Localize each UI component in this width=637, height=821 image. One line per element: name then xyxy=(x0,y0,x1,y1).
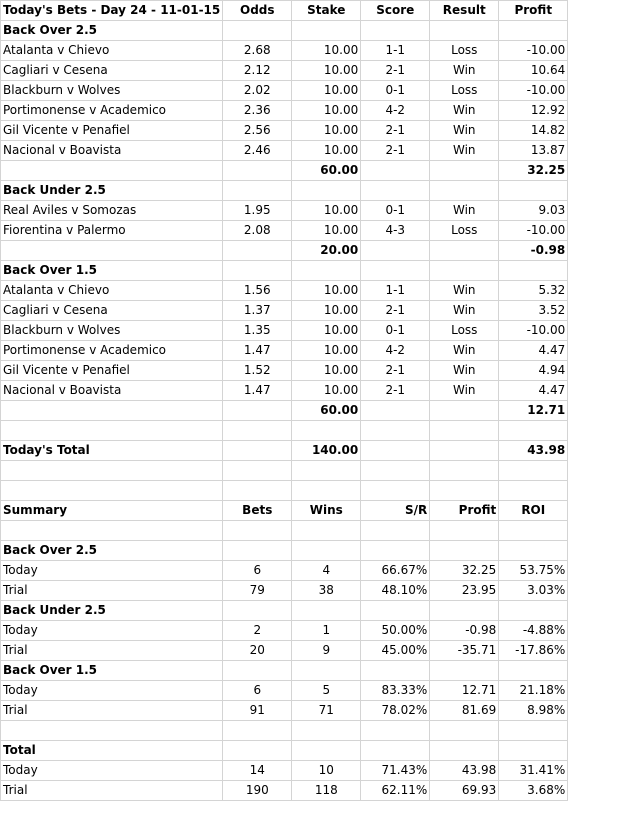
blank-row xyxy=(1,421,568,441)
match-cell[interactable]: Portimonense v Academico xyxy=(1,101,223,121)
stake-cell[interactable]: 10.00 xyxy=(292,381,361,401)
profit-cell[interactable]: -10.00 xyxy=(499,41,568,61)
period-cell[interactable]: Today xyxy=(1,761,223,781)
result-cell[interactable]: Win xyxy=(430,281,499,301)
col-header-roi[interactable]: ROI xyxy=(499,501,568,521)
sr-cell[interactable]: 83.33% xyxy=(361,681,430,701)
profit-cell[interactable]: 23.95 xyxy=(430,581,499,601)
match-cell[interactable]: Blackburn v Wolves xyxy=(1,81,223,101)
empty-cell[interactable] xyxy=(223,481,292,501)
match-cell[interactable]: Gil Vicente v Penafiel xyxy=(1,361,223,381)
summary-group-row xyxy=(1,601,568,621)
period-cell[interactable]: Trial xyxy=(1,641,223,661)
bets-cell[interactable]: 2 xyxy=(223,621,292,641)
profit-cell[interactable]: 13.87 xyxy=(499,141,568,161)
profit-cell[interactable]: 3.52 xyxy=(499,301,568,321)
summary-row xyxy=(1,561,568,581)
empty-cell[interactable] xyxy=(499,421,568,441)
profit-cell[interactable]: -10.00 xyxy=(499,81,568,101)
profit-subtotal[interactable]: -0.98 xyxy=(499,241,568,261)
empty-cell[interactable] xyxy=(223,441,292,461)
profit-cell[interactable]: -10.00 xyxy=(499,321,568,341)
score-cell[interactable]: 2-1 xyxy=(361,121,430,141)
stake-cell[interactable]: 10.00 xyxy=(292,121,361,141)
result-cell[interactable]: Win xyxy=(430,341,499,361)
empty-cell[interactable] xyxy=(292,741,361,761)
score-cell[interactable]: 2-1 xyxy=(361,381,430,401)
empty-cell[interactable] xyxy=(499,481,568,501)
profit-cell[interactable]: 69.93 xyxy=(430,781,499,801)
roi-cell[interactable]: -17.86% xyxy=(499,641,568,661)
blank-row xyxy=(1,521,568,541)
profit-subtotal[interactable]: 32.25 xyxy=(499,161,568,181)
todays-total-row xyxy=(1,441,568,461)
empty-cell[interactable] xyxy=(430,521,499,541)
score-cell[interactable]: 4-2 xyxy=(361,341,430,361)
result-cell[interactable]: Win xyxy=(430,201,499,221)
col-header-odds[interactable]: Odds xyxy=(223,1,292,21)
match-cell[interactable]: Real Aviles v Somozas xyxy=(1,201,223,221)
col-header-profit[interactable]: Profit xyxy=(430,501,499,521)
bet-row xyxy=(1,281,568,301)
empty-cell[interactable] xyxy=(361,161,430,181)
stake-subtotal[interactable]: 60.00 xyxy=(292,401,361,421)
empty-cell[interactable] xyxy=(1,721,223,741)
empty-cell[interactable] xyxy=(430,541,499,561)
match-cell[interactable]: Cagliari v Cesena xyxy=(1,301,223,321)
wins-cell[interactable]: 71 xyxy=(292,701,361,721)
summary-row xyxy=(1,681,568,701)
odds-cell[interactable]: 2.12 xyxy=(223,61,292,81)
odds-cell[interactable]: 2.36 xyxy=(223,101,292,121)
profit-cell[interactable]: 81.69 xyxy=(430,701,499,721)
result-cell[interactable]: Win xyxy=(430,101,499,121)
odds-cell[interactable]: 2.68 xyxy=(223,41,292,61)
empty-cell[interactable] xyxy=(430,661,499,681)
stake-cell[interactable]: 10.00 xyxy=(292,221,361,241)
wins-cell[interactable]: 118 xyxy=(292,781,361,801)
odds-cell[interactable]: 2.56 xyxy=(223,121,292,141)
profit-cell[interactable]: 9.03 xyxy=(499,201,568,221)
empty-cell[interactable] xyxy=(1,461,223,481)
section-row xyxy=(1,261,568,281)
empty-cell[interactable] xyxy=(223,721,292,741)
empty-cell[interactable] xyxy=(430,461,499,481)
empty-cell[interactable] xyxy=(361,601,430,621)
empty-cell[interactable] xyxy=(361,401,430,421)
score-cell[interactable]: 1-1 xyxy=(361,41,430,61)
empty-cell[interactable] xyxy=(361,741,430,761)
section-row xyxy=(1,181,568,201)
empty-cell[interactable] xyxy=(223,401,292,421)
empty-cell[interactable] xyxy=(292,541,361,561)
bet-row xyxy=(1,381,568,401)
bets-cell[interactable]: 20 xyxy=(223,641,292,661)
roi-cell[interactable]: -4.88% xyxy=(499,621,568,641)
wins-cell[interactable]: 1 xyxy=(292,621,361,641)
bet-row xyxy=(1,301,568,321)
score-cell[interactable]: 0-1 xyxy=(361,81,430,101)
odds-cell[interactable]: 2.02 xyxy=(223,81,292,101)
empty-cell[interactable] xyxy=(223,601,292,621)
blank-row xyxy=(1,721,568,741)
score-cell[interactable]: 2-1 xyxy=(361,141,430,161)
col-header-wins[interactable]: Wins xyxy=(292,501,361,521)
summary-row xyxy=(1,761,568,781)
stake-cell[interactable]: 10.00 xyxy=(292,141,361,161)
bet-row xyxy=(1,101,568,121)
match-cell[interactable]: Fiorentina v Palermo xyxy=(1,221,223,241)
odds-cell[interactable]: 1.37 xyxy=(223,301,292,321)
match-cell[interactable]: Portimonense v Academico xyxy=(1,341,223,361)
empty-cell[interactable] xyxy=(361,241,430,261)
stake-cell[interactable]: 10.00 xyxy=(292,201,361,221)
summary-row xyxy=(1,701,568,721)
todays-total-stake[interactable]: 140.00 xyxy=(292,441,361,461)
empty-cell[interactable] xyxy=(499,741,568,761)
stake-cell[interactable]: 10.00 xyxy=(292,341,361,361)
bet-row xyxy=(1,321,568,341)
match-cell[interactable]: Cagliari v Cesena xyxy=(1,61,223,81)
sr-cell[interactable]: 66.67% xyxy=(361,561,430,581)
section-title[interactable]: Back Over 2.5 xyxy=(1,21,223,41)
empty-cell[interactable] xyxy=(430,441,499,461)
roi-cell[interactable]: 21.18% xyxy=(499,681,568,701)
period-cell[interactable]: Trial xyxy=(1,701,223,721)
bet-row xyxy=(1,341,568,361)
empty-cell[interactable] xyxy=(499,521,568,541)
period-cell[interactable]: Today xyxy=(1,621,223,641)
roi-cell[interactable]: 31.41% xyxy=(499,761,568,781)
period-cell[interactable]: Today xyxy=(1,561,223,581)
empty-cell[interactable] xyxy=(223,461,292,481)
score-cell[interactable]: 2-1 xyxy=(361,301,430,321)
empty-cell[interactable] xyxy=(361,721,430,741)
sr-cell[interactable]: 45.00% xyxy=(361,641,430,661)
empty-cell[interactable] xyxy=(430,481,499,501)
empty-cell[interactable] xyxy=(292,261,361,281)
stake-cell[interactable]: 10.00 xyxy=(292,61,361,81)
result-cell[interactable]: Loss xyxy=(430,81,499,101)
empty-cell[interactable] xyxy=(361,541,430,561)
score-cell[interactable]: 4-2 xyxy=(361,101,430,121)
period-cell[interactable]: Trial xyxy=(1,781,223,801)
empty-cell[interactable] xyxy=(499,261,568,281)
section-title[interactable]: Back Under 2.5 xyxy=(1,181,223,201)
empty-cell[interactable] xyxy=(361,461,430,481)
profit-cell[interactable]: 4.47 xyxy=(499,381,568,401)
stake-cell[interactable]: 10.00 xyxy=(292,281,361,301)
result-cell[interactable]: Loss xyxy=(430,321,499,341)
empty-cell[interactable] xyxy=(223,21,292,41)
summary-row xyxy=(1,781,568,801)
profit-cell[interactable]: 12.71 xyxy=(430,681,499,701)
subtotal-row xyxy=(1,241,568,261)
empty-cell[interactable] xyxy=(499,181,568,201)
score-cell[interactable]: 2-1 xyxy=(361,361,430,381)
stake-cell[interactable]: 10.00 xyxy=(292,81,361,101)
todays-total-label[interactable]: Today's Total xyxy=(1,441,223,461)
summary-group-title[interactable]: Total xyxy=(1,741,223,761)
empty-cell[interactable] xyxy=(499,461,568,481)
empty-cell[interactable] xyxy=(223,161,292,181)
summary-header-row xyxy=(1,501,568,521)
profit-cell[interactable]: -0.98 xyxy=(430,621,499,641)
blank-row xyxy=(1,461,568,481)
summary-group-row xyxy=(1,541,568,561)
sr-cell[interactable]: 71.43% xyxy=(361,761,430,781)
bet-row xyxy=(1,141,568,161)
empty-cell[interactable] xyxy=(292,721,361,741)
summary-row xyxy=(1,581,568,601)
sheet-title[interactable]: Today's Bets - Day 24 - 11-01-15 xyxy=(1,1,223,21)
sr-cell[interactable]: 62.11% xyxy=(361,781,430,801)
empty-cell[interactable] xyxy=(430,21,499,41)
empty-cell[interactable] xyxy=(292,21,361,41)
match-cell[interactable]: Nacional v Boavista xyxy=(1,381,223,401)
result-cell[interactable]: Loss xyxy=(430,41,499,61)
empty-cell[interactable] xyxy=(361,421,430,441)
match-cell[interactable]: Blackburn v Wolves xyxy=(1,321,223,341)
empty-cell[interactable] xyxy=(1,521,223,541)
subtotal-row xyxy=(1,401,568,421)
summary-group-title[interactable]: Back Over 2.5 xyxy=(1,541,223,561)
stake-subtotal[interactable]: 60.00 xyxy=(292,161,361,181)
empty-cell[interactable] xyxy=(499,601,568,621)
empty-cell[interactable] xyxy=(430,421,499,441)
col-header-result[interactable]: Result xyxy=(430,1,499,21)
empty-cell[interactable] xyxy=(361,441,430,461)
empty-cell[interactable] xyxy=(292,661,361,681)
bet-row xyxy=(1,221,568,241)
empty-cell[interactable] xyxy=(292,521,361,541)
empty-cell[interactable] xyxy=(430,161,499,181)
roi-cell[interactable]: 3.03% xyxy=(499,581,568,601)
empty-cell[interactable] xyxy=(499,541,568,561)
roi-cell[interactable]: 3.68% xyxy=(499,781,568,801)
col-header-bets[interactable]: Bets xyxy=(223,501,292,521)
bets-cell[interactable]: 79 xyxy=(223,581,292,601)
roi-cell[interactable]: 53.75% xyxy=(499,561,568,581)
period-cell[interactable]: Today xyxy=(1,681,223,701)
result-cell[interactable]: Win xyxy=(430,361,499,381)
empty-cell[interactable] xyxy=(1,161,223,181)
odds-cell[interactable]: 2.46 xyxy=(223,141,292,161)
empty-cell[interactable] xyxy=(430,261,499,281)
stake-subtotal[interactable]: 20.00 xyxy=(292,241,361,261)
summary-group-row xyxy=(1,661,568,681)
empty-cell[interactable] xyxy=(1,421,223,441)
profit-cell[interactable]: 10.64 xyxy=(499,61,568,81)
profit-cell[interactable]: 43.98 xyxy=(430,761,499,781)
empty-cell[interactable] xyxy=(361,261,430,281)
stake-cell[interactable]: 10.00 xyxy=(292,101,361,121)
summary-row xyxy=(1,621,568,641)
match-cell[interactable]: Nacional v Boavista xyxy=(1,141,223,161)
result-cell[interactable]: Win xyxy=(430,121,499,141)
odds-cell[interactable]: 1.47 xyxy=(223,381,292,401)
bet-row xyxy=(1,81,568,101)
wins-cell[interactable]: 4 xyxy=(292,561,361,581)
empty-cell[interactable] xyxy=(430,401,499,421)
subtotal-row xyxy=(1,161,568,181)
result-cell[interactable]: Win xyxy=(430,61,499,81)
col-header-sr[interactable]: S/R xyxy=(361,501,430,521)
empty-cell[interactable] xyxy=(430,601,499,621)
odds-cell[interactable]: 1.35 xyxy=(223,321,292,341)
bet-row xyxy=(1,61,568,81)
empty-cell[interactable] xyxy=(292,601,361,621)
match-cell[interactable]: Gil Vicente v Penafiel xyxy=(1,121,223,141)
empty-cell[interactable] xyxy=(430,741,499,761)
period-cell[interactable]: Trial xyxy=(1,581,223,601)
bets-cell[interactable]: 14 xyxy=(223,761,292,781)
bets-cell[interactable]: 91 xyxy=(223,701,292,721)
result-cell[interactable]: Win xyxy=(430,301,499,321)
bet-row xyxy=(1,121,568,141)
empty-cell[interactable] xyxy=(223,181,292,201)
score-cell[interactable]: 0-1 xyxy=(361,201,430,221)
col-header-stake[interactable]: Stake xyxy=(292,1,361,21)
profit-cell[interactable]: 4.94 xyxy=(499,361,568,381)
todays-total-profit[interactable]: 43.98 xyxy=(499,441,568,461)
result-cell[interactable]: Loss xyxy=(430,221,499,241)
stake-cell[interactable]: 10.00 xyxy=(292,41,361,61)
match-cell[interactable]: Atalanta v Chievo xyxy=(1,281,223,301)
empty-cell[interactable] xyxy=(430,721,499,741)
odds-cell[interactable]: 1.52 xyxy=(223,361,292,381)
empty-cell[interactable] xyxy=(223,421,292,441)
empty-cell[interactable] xyxy=(361,181,430,201)
bets-cell[interactable]: 6 xyxy=(223,681,292,701)
bet-row xyxy=(1,201,568,221)
odds-cell[interactable]: 2.08 xyxy=(223,221,292,241)
wins-cell[interactable]: 38 xyxy=(292,581,361,601)
col-header-score[interactable]: Score xyxy=(361,1,430,21)
score-cell[interactable]: 2-1 xyxy=(361,61,430,81)
profit-cell[interactable]: -35.71 xyxy=(430,641,499,661)
empty-cell[interactable] xyxy=(1,241,223,261)
stake-cell[interactable]: 10.00 xyxy=(292,301,361,321)
profit-cell[interactable]: 32.25 xyxy=(430,561,499,581)
summary-group-title[interactable]: Back Under 2.5 xyxy=(1,601,223,621)
empty-cell[interactable] xyxy=(430,181,499,201)
empty-cell[interactable] xyxy=(361,481,430,501)
sr-cell[interactable]: 78.02% xyxy=(361,701,430,721)
wins-cell[interactable]: 9 xyxy=(292,641,361,661)
score-cell[interactable]: 0-1 xyxy=(361,321,430,341)
profit-cell[interactable]: -10.00 xyxy=(499,221,568,241)
result-cell[interactable]: Win xyxy=(430,141,499,161)
odds-cell[interactable]: 1.56 xyxy=(223,281,292,301)
header-row xyxy=(1,1,568,21)
roi-cell[interactable]: 8.98% xyxy=(499,701,568,721)
odds-cell[interactable]: 1.47 xyxy=(223,341,292,361)
bet-row xyxy=(1,41,568,61)
empty-cell[interactable] xyxy=(292,461,361,481)
sr-cell[interactable]: 48.10% xyxy=(361,581,430,601)
empty-cell[interactable] xyxy=(499,661,568,681)
wins-cell[interactable]: 10 xyxy=(292,761,361,781)
result-cell[interactable]: Win xyxy=(430,381,499,401)
profit-cell[interactable]: 4.47 xyxy=(499,341,568,361)
empty-cell[interactable] xyxy=(361,21,430,41)
blank-row xyxy=(1,481,568,501)
empty-cell[interactable] xyxy=(430,241,499,261)
section-title[interactable]: Back Over 1.5 xyxy=(1,261,223,281)
section-row xyxy=(1,21,568,41)
empty-cell[interactable] xyxy=(223,241,292,261)
profit-cell[interactable]: 12.92 xyxy=(499,101,568,121)
empty-cell[interactable] xyxy=(361,661,430,681)
summary-title[interactable]: Summary xyxy=(1,501,223,521)
empty-cell[interactable] xyxy=(223,661,292,681)
empty-cell[interactable] xyxy=(1,481,223,501)
empty-cell[interactable] xyxy=(292,481,361,501)
empty-cell[interactable] xyxy=(499,721,568,741)
profit-subtotal[interactable]: 12.71 xyxy=(499,401,568,421)
bets-cell[interactable]: 190 xyxy=(223,781,292,801)
empty-cell[interactable] xyxy=(361,521,430,541)
profit-cell[interactable]: 14.82 xyxy=(499,121,568,141)
score-cell[interactable]: 4-3 xyxy=(361,221,430,241)
sr-cell[interactable]: 50.00% xyxy=(361,621,430,641)
profit-cell[interactable]: 5.32 xyxy=(499,281,568,301)
bets-cell[interactable]: 6 xyxy=(223,561,292,581)
col-header-profit[interactable]: Profit xyxy=(499,1,568,21)
empty-cell[interactable] xyxy=(499,21,568,41)
match-cell[interactable]: Atalanta v Chievo xyxy=(1,41,223,61)
empty-cell[interactable] xyxy=(292,181,361,201)
summary-row xyxy=(1,641,568,661)
summary-group-title[interactable]: Back Over 1.5 xyxy=(1,661,223,681)
stake-cell[interactable]: 10.00 xyxy=(292,361,361,381)
empty-cell[interactable] xyxy=(1,401,223,421)
stake-cell[interactable]: 10.00 xyxy=(292,321,361,341)
bet-row xyxy=(1,361,568,381)
empty-cell[interactable] xyxy=(292,421,361,441)
empty-cell[interactable] xyxy=(223,741,292,761)
odds-cell[interactable]: 1.95 xyxy=(223,201,292,221)
wins-cell[interactable]: 5 xyxy=(292,681,361,701)
score-cell[interactable]: 1-1 xyxy=(361,281,430,301)
summary-group-row xyxy=(1,741,568,761)
empty-cell[interactable] xyxy=(223,541,292,561)
empty-cell[interactable] xyxy=(223,521,292,541)
empty-cell[interactable] xyxy=(223,261,292,281)
